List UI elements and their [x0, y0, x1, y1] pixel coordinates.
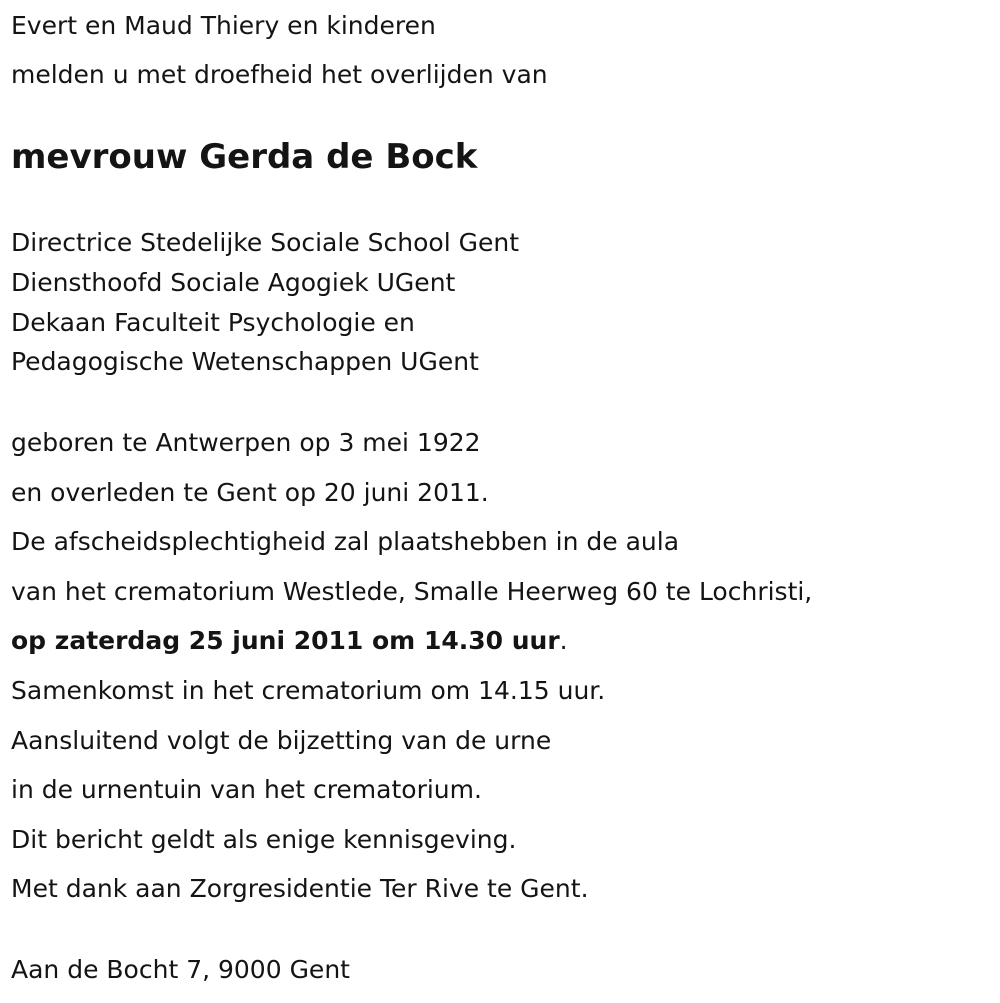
ceremony-line-2: van het crematorium Westlede, Smalle Heerweg 60 te Lochristi, [11, 577, 813, 606]
ceremony-datetime-suffix: . [559, 626, 568, 655]
birth-line: geboren te Antwerpen op 3 mei 1922 [11, 428, 481, 457]
detail-line-3: in de urnentuin van het crematorium. [11, 775, 482, 804]
intro-line-1: Evert en Maud Thiery en kinderen [11, 11, 436, 40]
detail-line-2: Aansluitend volgt de bijzetting van de urne [11, 726, 552, 755]
ceremony-datetime: op zaterdag 25 juni 2011 om 14.30 uur [11, 626, 560, 655]
title-line-4: Pedagogische Wetenschappen UGent [11, 347, 479, 376]
title-line-2: Diensthoofd Sociale Agogiek UGent [11, 268, 456, 297]
title-line-1: Directrice Stedelijke Sociale School Gent [11, 228, 519, 257]
ceremony-line-1: De afscheidsplechtigheid zal plaatshebben in de aula [11, 527, 680, 556]
intro-line-2: melden u met droefheid het overlijden van [11, 60, 548, 89]
death-line: en overleden te Gent op 20 juni 2011. [11, 478, 489, 507]
ceremony-datetime-line [11, 626, 568, 656]
deceased-name: mevrouw Gerda de Bock [11, 137, 478, 177]
title-line-3: Dekaan Faculteit Psychologie en [11, 308, 415, 337]
detail-line-5: Met dank aan Zorgresidentie Ter Rive te Gent. [11, 874, 589, 903]
detail-line-4: Dit bericht geldt als enige kennisgeving. [11, 825, 517, 854]
address-line: Aan de Bocht 7, 9000 Gent [11, 955, 350, 984]
detail-line-1: Samenkomst in het crematorium om 14.15 uur. [11, 676, 606, 705]
